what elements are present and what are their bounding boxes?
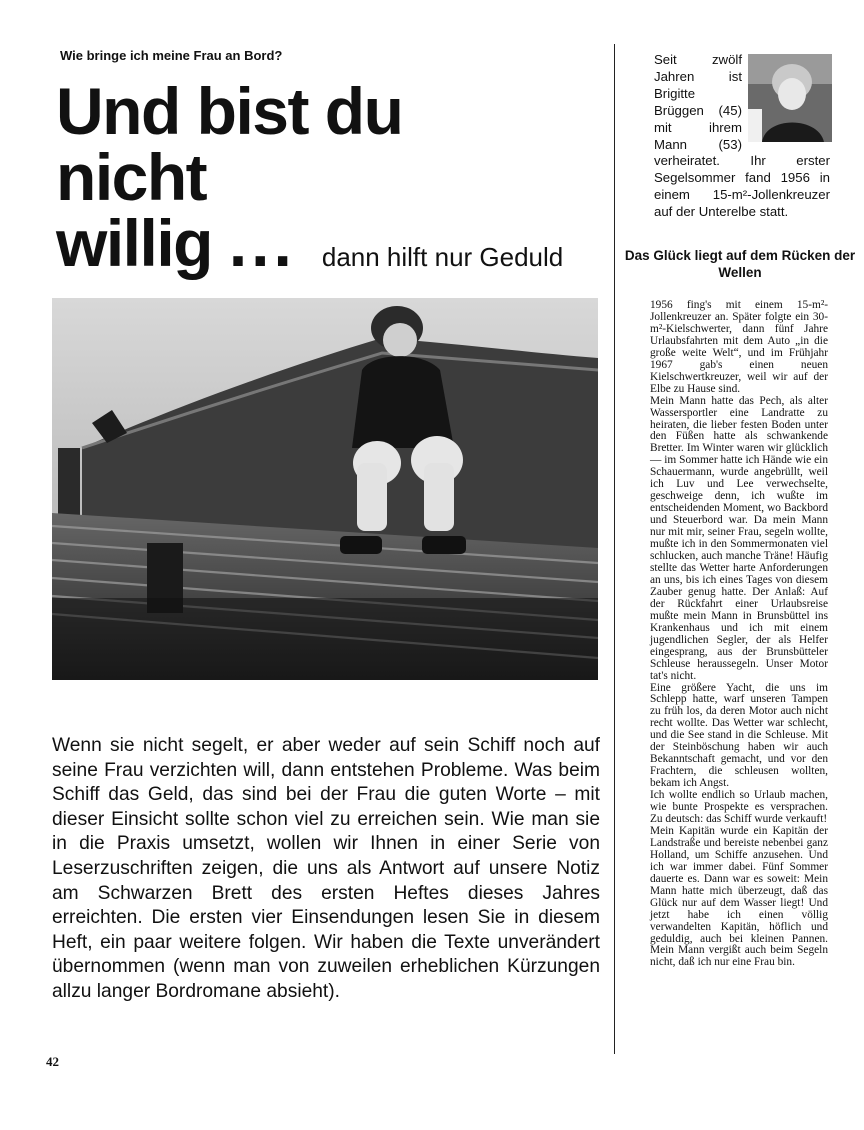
sidebar-paragraph: Mein Mann hatte das Pech, als alter Wassersportler eine Landratte zu heiraten, die lieber festen Boden unter den Füßen hatte als schwankende Bretter. Im Winter waren wir glücklich — im Sommer hatte ich Hände wie ein Schauermann, wurde angebrüllt, weil ich Luv und Lee verwechselte, geschweige denn, ich wußte im entscheidenden Moment, wo Backbord und Steuerbord war. Da mein Mann nur mit mir, seiner Frau, segeln wollte, mußte ich in den Sommermonaten viel schlucken, auch manche Träne! Häufig stellte das Wetter harte Anforderungen an uns, bis ich eines Tages von diesem Zauber genug hatte. Der Anlaß: Auf der Rückfahrt einer Urlaubsreise mußte mein Mann in Brunsbüttel ins Krankenhaus und ich mit einem jugendlichen Segler, der als Helfer eingesprang, aus der Brunsbütteler Schleuse heraussegeln. Unser Motor tat's nicht. [650, 394, 828, 682]
headline [56, 74, 564, 290]
sidebar-body [650, 300, 828, 969]
column-divider [614, 44, 615, 1054]
sidebar-paragraph: Ich wollte endlich so Urlaub machen, wie bunte Prospekte es versprachen. Zu deutsch: das Schiff wurde verkauft! [650, 789, 828, 825]
headline-line-3 [56, 206, 564, 290]
sidebar-paragraph: 1956 fing's mit einem 15-m²-Jollenkreuzer an. Später folgte ein 30-m²-Kielschwerter, dann fünf Jahre Urlaubsfahrten mit dem Auto „in die große weite Welt“, und im Frühjahr 1967 gab's einen neuen Kielschwertkreuzer, weil wir auf der Elbe zu Hause sind. [650, 299, 828, 395]
article-photo [52, 298, 598, 680]
sidebar-heading: Das Glück liegt auf dem Rücken der Wellen [624, 248, 856, 280]
author-bio-text: Seit zwölf Jahren ist Brigitte Brüggen (45) mit ihrem Mann (53) verheiratet. Ihr erster Segelsommer fand 1956 in einem 15-m²-Jollenkreuzer auf der Unterelbe statt. [654, 52, 830, 220]
subtitle: dann hilft nur Geduld [321, 242, 564, 272]
sidebar-paragraph: Mein Kapitän wurde ein Kapitän der Landstraße und bereiste nebenbei ganz Holland, um Schiffe anzusehen. Und ich war immer dabei. Fünf Sommer dauerte es. Dann war es soweit: Mein Mann hatte mich überzeugt, daß das Glück nur auf dem Wasser liegt! Und jetzt habe ich einen völlig verwandelten Kapitän, höflich und geduldig, auch bei kleinen Pannen. Mein Mann vergißt auch beim Segeln nicht, daß ich nur eine Frau bin. [650, 824, 828, 969]
photo-illustration [52, 298, 598, 680]
author-bio [654, 52, 830, 221]
author-portrait [748, 54, 832, 142]
headline-ellipsis: ... [228, 206, 296, 280]
lead-paragraph: Wenn sie nicht segelt, er aber weder auf sein Schiff noch auf seine Frau verzichten will, dann entstehen Probleme. Was beim Schiff das Geld, das sind bei der Frau die guten Worte – mit dieser Einsicht sollte schon viel zu erreichen sein. Wie man sie in die Praxis umsetzt, wollen wir Ihnen in einer Serie von Leserzuschriften zeigen, die uns als Antwort auf unsere Notiz am Schwarzen Brett des ersten Heftes dieses Jahres erreichten. Die ersten vier Einsendungen lesen Sie in diesem Heft, ein paar weitere folgen. Wir haben die Texte unverändert übernommen (wenn man von zuweilen erheblichen Kürzungen allzu langer Bordromane absieht). [52, 735, 600, 1002]
page-number: 42 [46, 1054, 59, 1069]
headline-line-3-text: willig [56, 206, 212, 280]
portrait-illustration [748, 54, 832, 142]
sidebar-paragraph: Eine größere Yacht, die uns im Schlepp hatte, warf unseren Tampen zu früh los, da deren Motor auch nicht recht wollte. Das Wetter war schlecht, und die See stand in die Schleuse. Mit der Steinböschung haben wir auch Bekanntschaft gemacht, und vor den Frachtern, die schleusen wollten, bekam ich Angst. [650, 681, 828, 790]
kicker: Wie bringe ich meine Frau an Bord? [60, 48, 283, 63]
headline-line-2: nicht [56, 140, 207, 214]
headline-line-1: Und bist du [56, 74, 403, 148]
